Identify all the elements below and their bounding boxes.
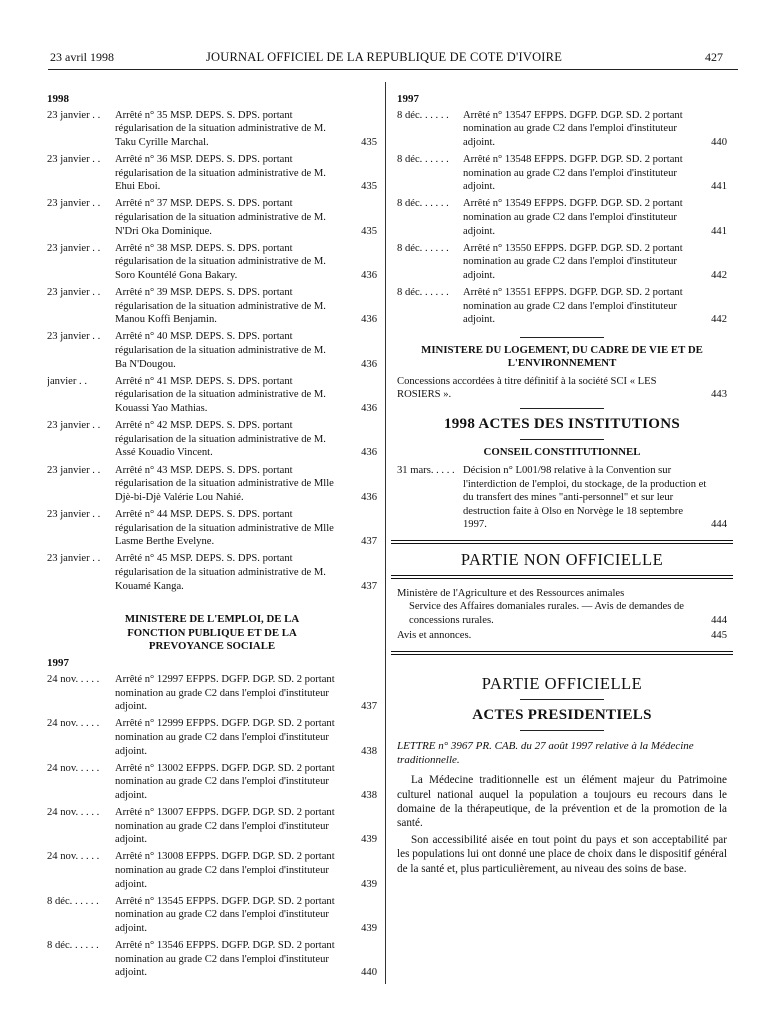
list-item [47,375,377,416]
entry-page: 436 [361,403,377,415]
list-item [47,464,377,505]
section-rule [520,699,604,700]
section-heading-partie-non-officielle: PARTIE NON OFFICIELLE [460,550,664,570]
entry-date: 24 nov. . . . . [47,807,100,819]
column-divider [385,82,386,984]
entry-date: 23 janvier . . [47,331,101,343]
list-item [397,109,727,150]
entry-page: 442 [711,269,727,281]
entry-page: 443 [711,389,727,401]
entry-text: Arrêté n° 39 MSP. DEPS. S. DPS. portant régularisation de la situation administrative de M. Manou Koffi Benjamin. [115,287,326,326]
body-paragraph: Son accessibilité aisée en tout point du pays et son acceptabilité par les populations lui ont donné une place de choix dans le dispositif général de la santé et, plus particulièrement, au niveau des soins de base. [397,833,727,875]
entry-date: 23 janvier . . [47,420,101,432]
section-heading-partie-officielle: PARTIE OFFICIELLE [481,674,643,693]
entry-text: Avis et annonces. [397,630,472,642]
entry-page: 435 [361,225,377,237]
page-number: 427 [705,50,723,64]
section-rule [520,439,604,440]
entry-date: janvier . . [47,375,88,387]
section-rule [520,730,604,731]
entry-text: Arrêté n° 13550 EFPPS. DGFP. DGP. SD. 2 portant nomination au grade C2 dans l'emploi d'instituteur adjoint. [463,242,683,281]
entry-date: 24 nov. . . . . [47,673,100,685]
entry-text: Arrêté n° 13002 EFPPS. DGFP. DGP. SD. 2 portant nomination au grade C2 dans l'emploi d'instituteur adjoint. [115,762,335,801]
entry-date: 23 janvier . . [47,153,101,165]
entry-page: 438 [361,789,377,801]
section-heading-actes-institutions: 1998 ACTES DES INSTITUTIONS [443,415,681,432]
list-item [47,939,377,980]
entry-page: 436 [361,314,377,326]
entry-date: 8 déc. . . . . . [397,287,449,299]
entry-date: 8 déc. . . . . . [397,153,449,165]
entry-page: 441 [711,225,727,237]
entry-page: 439 [361,834,377,846]
double-rule [391,651,733,655]
double-rule [391,575,733,579]
entry-page: 442 [711,314,727,326]
entry-page: 435 [361,136,377,148]
entry-date: 23 janvier . . [47,242,101,254]
entry-page: 445 [711,630,727,642]
entry-text: Service des Affaires domaniales rurales. — Avis de demandes de concessions rurales. [409,601,684,626]
list-item [47,673,377,714]
entry-date: 23 janvier . . [47,553,101,565]
entry-page: 438 [361,745,377,757]
journal-title: JOURNAL OFFICIEL DE LA REPUBLIQUE DE COTE D'IVOIRE [205,50,563,64]
list-item [397,153,727,194]
entry-text: Arrêté n° 13008 EFPPS. DGFP. DGP. SD. 2 portant nomination au grade C2 dans l'emploi d'instituteur adjoint. [115,851,335,890]
entry-text: Arrêté n° 36 MSP. DEPS. S. DPS. portant régularisation de la situation administrative de M. Ehui Eboi. [115,153,326,193]
list-item [397,587,727,628]
list-item [397,375,727,402]
entry-text: Arrêté n° 37 MSP. DEPS. S. DPS. portant régularisation de la situation administrative de M. N'Dri Oka Dominique. [115,198,326,237]
conseil-heading: CONSEIL CONSTITUTIONNEL [483,446,641,459]
entry-page: 440 [711,136,727,148]
year-heading: 1997 [47,657,69,670]
entry-text: Arrêté n° 13546 EFPPS. DGFP. DGP. SD. 2 portant nomination au grade C2 dans l'emploi d'instituteur adjoint. [115,940,335,979]
double-rule [391,540,733,544]
entry-text: Concessions accordées à titre définitif à la société SCI « LES ROSIERS ». [397,375,657,401]
entry-text: Arrêté n° 13549 EFPPS. DGFP. DGP. SD. 2 portant nomination au grade C2 dans l'emploi d'instituteur adjoint. [463,198,683,237]
list-item [47,286,377,327]
entry-date: 23 janvier . . [47,464,101,476]
entry-date: 31 mars. . . . . [397,465,455,477]
year-heading: 1997 [397,93,419,105]
entry-date: 8 déc. . . . . . [397,109,449,121]
list-item [397,464,727,532]
entry-text: Arrêté n° 13007 EFPPS. DGFP. DGP. SD. 2 portant nomination au grade C2 dans l'emploi d'instituteur adjoint. [115,807,335,846]
entry-page: 444 [711,519,727,531]
efpps-entry-list [47,673,377,980]
entry-text: Arrêté n° 13545 EFPPS. DGFP. DGP. SD. 2 portant nomination au grade C2 dans l'emploi d'instituteur adjoint. [115,895,335,934]
ministry-heading-logement: MINISTERE DU LOGEMENT, DU CADRE DE VIE ET DE L'ENVIRONNEMENT [421,343,703,370]
list-item [47,552,377,593]
list-item [47,419,377,460]
list-item [47,109,377,150]
entry-page: 435 [361,181,377,193]
entry-date: 24 nov. . . . . [47,851,100,863]
list-item [397,197,727,238]
efpps-entry-list [397,109,727,327]
entry-date: 23 janvier . . [47,287,101,299]
entry-page: 439 [361,878,377,890]
entry-text: Arrêté n° 35 MSP. DEPS. S. DPS. portant régularisation de la situation administrative de M. Taku Cyrille Marchal. [115,109,326,148]
list-item [47,895,377,936]
year-heading: 1998 [47,93,69,105]
entry-page: 437 [361,536,377,548]
header-rule [48,69,738,70]
entry-text: Arrêté n° 12997 EFPPS. DGFP. DGP. SD. 2 portant nomination au grade C2 dans l'emploi d'instituteur adjoint. [115,673,335,713]
list-item [397,242,727,283]
list-item [47,762,377,803]
list-item [47,850,377,891]
list-item [47,717,377,758]
lettre-title: LETTRE n° 3967 PR. CAB. du 27 août 1997 relative à la Médecine traditionnelle. [397,740,694,767]
entry-text: Arrêté n° 38 MSP. DEPS. S. DPS. portant régularisation de la situation administrative de M. Soro Kountélé Gona Bakary. [115,242,326,281]
entry-page: 444 [711,614,727,626]
entry-date: 8 déc. . . . . . [47,940,99,952]
right-column [397,93,727,878]
entry-page: 436 [361,447,377,459]
entry-date: 23 janvier . . [47,198,101,210]
list-item [47,806,377,847]
entry-page: 436 [361,269,377,281]
entry-date: 24 nov. . . . . [47,718,100,730]
entry-text: Arrêté n° 43 MSP. DEPS. S. DPS. portant régularisation de la situation administrative de Mlle Djè-bi-Djè Valérie Lou Nahié. [115,464,334,503]
left-column [47,93,377,984]
entry-page: 437 [361,701,377,713]
entry-page: 439 [361,923,377,934]
entry-date: 8 déc. . . . . . [47,895,99,907]
entry-text: Arrêté n° 40 MSP. DEPS. S. DPS. portant régularisation de la situation administrative de M. Ba N'Dougou. [115,331,326,370]
entry-text: Arrêté n° 13551 EFPPS. DGFP. DGP. SD. 2 portant nomination au grade C2 dans l'emploi d'instituteur adjoint. [463,287,683,326]
entry-page: 437 [361,580,377,592]
entry-date: 24 nov. . . . . [47,762,100,774]
section-heading-actes-presidentiels: ACTES PRESIDENTIELS [472,706,652,723]
entry-page: 441 [711,181,727,193]
list-item [47,330,377,371]
header-date: 23 avril 1998 [50,50,114,64]
entry-page: 440 [361,967,377,979]
entry-text: Arrêté n° 12999 EFPPS. DGFP. DGP. SD. 2 portant nomination au grade C2 dans l'emploi d'instituteur adjoint. [115,718,335,757]
list-item [47,508,377,549]
list-item [47,197,377,238]
list-item [47,153,377,194]
entry-date: 23 janvier . . [47,508,101,520]
entry-page: 436 [361,491,377,503]
entry-date: 8 déc. . . . . . [397,242,449,254]
entry-page: 436 [361,358,377,370]
entry-text: Arrêté n° 44 MSP. DEPS. S. DPS. portant régularisation de la situation administrative de Mlle Lasme Berthe Evelyne. [115,508,334,548]
list-item [397,286,727,327]
entry-text: Ministère de l'Agriculture et des Ressources animales [397,587,625,599]
entry-text: Décision n° L001/98 relative à la Convention sur l'interdiction de l'emploi, du stockage, de la production et du transfert des mines "anti-personnel" et sur leur destruction faite à Olso en Norvège le 18 septembre 1997. [463,465,707,531]
entry-text: Arrêté n° 41 MSP. DEPS. S. DPS. portant régularisation de la situation administrative de M. Kouassi Yao Mathias. [115,375,326,415]
entry-text: Arrêté n° 45 MSP. DEPS. S. DPS. portant régularisation de la situation administrative de M. Kouamé Kanga. [115,553,326,592]
entry-date: 23 janvier . . [47,109,101,121]
section-rule [520,408,604,409]
entry-date: 8 déc. . . . . . [397,198,449,210]
entry-text: Arrêté n° 13548 EFPPS. DGFP. DGP. SD. 2 portant nomination au grade C2 dans l'emploi d'instituteur adjoint. [463,153,683,193]
msp-entry-list [47,109,377,594]
body-paragraph: La Médecine traditionnelle est un élément majeur du Patrimoine culturel national auquel la population a toujours eu recours dans le domaine de la thérapeutique, de la prévention et de la promotion de la santé. [397,774,727,830]
entry-text: Arrêté n° 42 MSP. DEPS. S. DPS. portant régularisation de la situation administrative de M. Assé Kouadio Vincent. [115,420,326,459]
ministry-heading-emploi: MINISTERE DE L'EMPLOI, DE LA FONCTION PUBLIQUE ET DE LA PREVOYANCE SOCIALE [124,613,300,652]
section-rule [520,337,604,338]
entry-text: Arrêté n° 13547 EFPPS. DGFP. DGP. SD. 2 portant nomination au grade C2 dans l'emploi d'instituteur adjoint. [463,109,683,148]
list-item [397,629,727,643]
list-item [47,242,377,283]
